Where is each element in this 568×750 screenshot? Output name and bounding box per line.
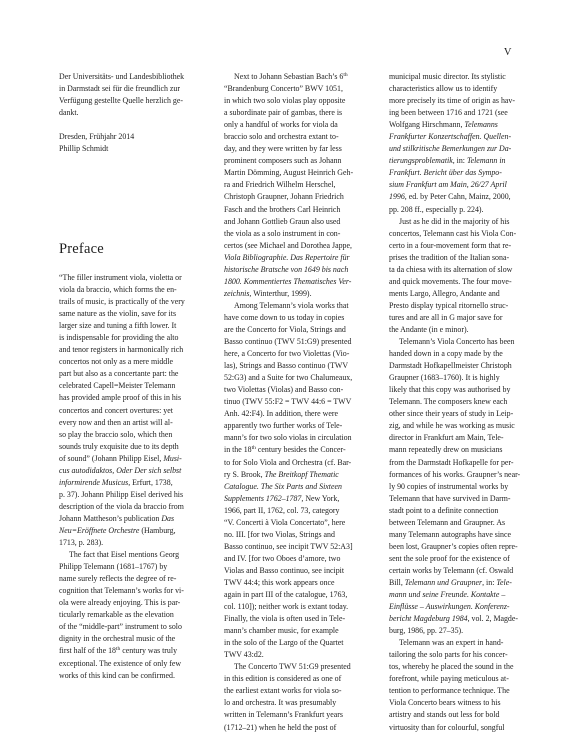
text-line: forefront, while paying meticulous at- xyxy=(389,674,509,684)
text-line: Presto display typical ritornello struc- xyxy=(389,300,509,310)
column-2 xyxy=(224,71,366,734)
text-line: so play the braccio solo, which then xyxy=(59,429,173,439)
text-line: and IV. [for two Oboes d’amore, two xyxy=(224,553,341,563)
text-line: certos (see Michael and Dorothea Jappe, xyxy=(224,240,352,250)
text-line: in Darmstadt sei für die freundlich zur xyxy=(59,84,180,94)
text-line: Telemann. The composers knew each xyxy=(389,397,508,407)
superscript: th xyxy=(343,72,348,78)
text-line: again in part III of the catalogue, 1763, xyxy=(224,590,348,600)
text-line: tailoring the solo parts for his concer- xyxy=(389,650,508,660)
italic-title: Frankfurter Konzertschaffen. Quellen- xyxy=(389,132,512,142)
text-line: Christoph Graupner, Johann Friedrich xyxy=(224,192,344,202)
text-fragment: , Erfurt, 1738, xyxy=(128,477,173,487)
preface-column-1 xyxy=(59,272,201,682)
italic-title: historische Bratsche von 1649 bis nach xyxy=(224,264,349,274)
text-line: 1966, part II, 1762, col. 73, category xyxy=(224,505,340,515)
italic-title: Neu=Eröffnete Orchestre xyxy=(59,525,140,535)
text-fragment: , vol. 2, Magde- xyxy=(467,614,519,624)
text-line: are the Concerto for Viola, Strings and xyxy=(224,324,346,334)
signature-block xyxy=(59,131,201,155)
text-line: in the solo of the Largo of the Quartet xyxy=(224,638,344,648)
text-line: TWV 43:d2. xyxy=(224,650,264,660)
text-line: every now and then an artist will al- xyxy=(59,417,173,427)
italic-title: sium Frankfurt am Main, 26/27 April xyxy=(389,180,507,190)
text-line: a subordinate pair of gambas, there is xyxy=(224,108,343,118)
page-number: V xyxy=(503,47,512,58)
text-line: no. III. [for two Violas, Strings and xyxy=(224,529,335,539)
text-line: ola were already enjoying. This is par- xyxy=(59,598,181,608)
text-line: p. 37). Johann Philipp Eisel derived his xyxy=(59,489,184,499)
text-line: mann repeatedly drew on musicians xyxy=(389,445,503,455)
text-line: Johann Mattheson’s publication xyxy=(59,513,162,523)
text-line: is indispensable for providing the alto xyxy=(59,333,179,343)
text-line: ly 90 copies of instrumental works by xyxy=(389,481,509,491)
italic-title: 1996 xyxy=(389,192,405,202)
text-line: Finally, the viola is often used in Tele- xyxy=(224,614,346,624)
italic-title: mann und seine Freunde. Kontakte – xyxy=(389,590,506,600)
text-line: and Johann Gottlieb Graun also used xyxy=(224,216,341,226)
text-line: in which two solo violas play opposite xyxy=(224,96,346,106)
text-line: apparently two further works of Tele- xyxy=(224,421,343,431)
text-fragment: , ed. by Peter Cahn, Mainz, 2000, xyxy=(404,192,511,202)
text-line: pp. 208 ff., especially p. 224). xyxy=(389,204,484,214)
text-line: the viola as a solo instrument in con- xyxy=(224,228,341,238)
italic-title: Das xyxy=(161,513,175,523)
text-line: stadt point to a definite connection xyxy=(389,505,499,515)
body-paragraph xyxy=(389,637,531,733)
text-line: likely that this copy was authorised by xyxy=(389,385,511,395)
text-line: dankt. xyxy=(59,108,79,118)
body-paragraph xyxy=(389,71,531,216)
italic-title: Frankfurt. Bericht über das Sympo- xyxy=(389,168,502,178)
text-line: tures and are all in G major save for xyxy=(389,312,503,322)
text-line: sent the sole proof for the existence of xyxy=(389,553,510,563)
text-fragment: century was truly xyxy=(120,646,178,656)
italic-title: Einflüsse – Auswirkungen. Konferenz- xyxy=(389,602,510,612)
text-line: Graupner (1683–1760). It is highly xyxy=(389,373,500,383)
text-line: mann’s chamber music, for example xyxy=(224,626,339,636)
text-line: celebrated Capell=Meister Telemann xyxy=(59,381,176,391)
text-line: name surely reflects the degree of re- xyxy=(59,574,177,584)
text-line: exceptional. The existence of only few xyxy=(59,658,182,668)
text-line: concertos, Telemann cast his Viola Con- xyxy=(389,228,517,238)
section-heading: Preface xyxy=(59,241,104,257)
text-line: viola da braccio, which forms the en- xyxy=(59,285,177,295)
italic-title: bericht Magdeburg 1984 xyxy=(389,614,468,624)
text-line: and tenor registers in harmonically rich xyxy=(59,345,184,355)
text-line: “Brandenburg Concerto” BWV 1051, xyxy=(224,84,343,94)
text-line: characteristics allow us to identify xyxy=(389,84,498,94)
body-paragraph xyxy=(224,300,366,661)
text-line: Der Universitäts- und Landesbibliothek xyxy=(59,72,185,81)
text-line: of sound” (Johann Philipp Eisel, xyxy=(59,453,164,463)
text-line: tention to performance technique. The xyxy=(389,686,510,696)
text-fragment: , New York, xyxy=(301,493,340,503)
text-fragment: century besides the Concer- xyxy=(255,445,346,455)
text-fragment: (Hamburg, xyxy=(139,525,176,535)
text-line: Martin Dömming, August Heinrich Geh- xyxy=(224,168,354,178)
text-fragment: ry S. Brook, xyxy=(224,469,265,479)
italic-title: Catalogue. The Six Parts and Sixteen xyxy=(224,481,342,491)
text-line: Just as he did in the majority of his xyxy=(399,216,510,226)
body-paragraph xyxy=(224,661,366,733)
text-line: Telemann was an expert in hand- xyxy=(399,638,504,648)
body-paragraph xyxy=(389,336,531,637)
italic-title: Supplements 1762–1787 xyxy=(224,493,302,503)
text-line: the Andante (in e minor). xyxy=(389,324,469,334)
italic-title: und stilkritische Bemerkungen zur Da- xyxy=(389,144,512,154)
text-line: tinuo (TWV 55:F2 = TWV 44:6 = TWV xyxy=(224,397,352,407)
text-line: prises the tradition of the Italian sona- xyxy=(389,252,510,262)
text-line: las), Strings and Basso continuo (TWV xyxy=(224,361,349,371)
text-fragment: Bill, xyxy=(389,577,405,587)
text-line: 1713, p. 283). xyxy=(59,538,104,548)
text-line: cognition that Telemann’s works for vi- xyxy=(59,586,184,596)
quote-paragraph xyxy=(59,272,201,549)
text-line: trails of music, is practically of the very xyxy=(59,297,185,307)
text-line: “V. Concerti à Viola Concertato”, here xyxy=(224,517,346,527)
text-line: of the “middle-part” instrument to solo xyxy=(59,622,182,632)
text-fragment: , Winterthur, 1999). xyxy=(249,288,312,298)
text-line: Wolfgang Hirschmann, xyxy=(389,120,465,130)
text-line: the earliest extant works for viola so- xyxy=(224,686,342,696)
text-fragment: Next to Johann Sebastian Bach’s 6 xyxy=(234,72,344,81)
text-line: ra and Friedrich Wilhelm Herschel, xyxy=(224,180,336,190)
column-1 xyxy=(59,71,201,155)
text-line: been lost, Graupner’s copies often repre- xyxy=(389,541,518,551)
text-line: zig, and while he was working as music xyxy=(389,421,515,431)
text-fragment: first half of the 18 xyxy=(59,646,116,656)
text-line: ments Largo, Allegro, Andante and xyxy=(389,288,500,298)
body-paragraph xyxy=(389,216,531,336)
text-line: works of this kind can be confirmed. xyxy=(59,670,175,680)
italic-title: Telemann und Graupner xyxy=(404,577,483,587)
text-line: Verfügung gestellte Quelle herzlich ge- xyxy=(59,96,184,106)
text-line: “The filler instrument viola, violetta or xyxy=(59,273,182,282)
text-line: The fact that Eisel mentions Georg xyxy=(69,550,180,560)
text-line: Anh. 42:F4). In addition, there were xyxy=(224,409,338,419)
text-line: and quick movements. The four move- xyxy=(389,276,512,286)
text-line: formances of his works. Graupner’s near- xyxy=(389,469,521,479)
italic-title: tierungsproblematik xyxy=(389,156,453,166)
text-line: part but also as a concertante part: the xyxy=(59,369,179,379)
text-line: sounds truly exquisite due to its depth xyxy=(59,441,179,451)
body-paragraph xyxy=(224,71,366,300)
text-line: here, a Concerto for two Violettas (Vio- xyxy=(224,349,350,359)
text-line: handed down in a copy made by the xyxy=(389,349,503,359)
column-3 xyxy=(389,71,531,734)
text-line: Viola Concerto bears witness to his xyxy=(389,698,501,708)
text-line: same nature as the violin, save for its xyxy=(59,309,177,319)
italic-title: 1800. Kommentiertes Thematisches Ver- xyxy=(224,276,352,286)
text-line: Fasch and the brothers Carl Heinrich xyxy=(224,204,341,214)
text-line: mann’s for two solo violas in circulation xyxy=(224,433,352,443)
italic-title: Tele- xyxy=(496,577,512,587)
italic-title: Telemann in xyxy=(466,156,506,166)
text-line: certain works by Telemann (cf. Oswald xyxy=(389,565,514,575)
text-line: ing been between 1716 and 1721 (see xyxy=(389,108,508,118)
text-line: Darmstadt Hofkapellmeister Christoph xyxy=(389,361,512,371)
text-line: larger size and tuning a fifth lower. It xyxy=(59,321,177,331)
place-date: Dresden, Frühjahr 2014 xyxy=(59,132,135,142)
text-line: Among Telemann’s viola works that xyxy=(234,300,349,310)
acknowledgement-paragraph xyxy=(59,71,201,119)
italic-title: The Breitkopf Thematic xyxy=(264,469,339,479)
text-line: between Telemann and Graupner. As xyxy=(389,517,506,527)
text-line: director in Frankfurt am Main, Tele- xyxy=(389,433,504,443)
author-name: Phillip Schmidt xyxy=(59,144,109,154)
text-line: from the Darmstadt Hofkapelle for per- xyxy=(389,457,514,467)
text-line: two Violettas (Violas) and Basso con- xyxy=(224,385,344,395)
italic-title: Musi- xyxy=(163,453,182,463)
text-line: The Concerto TWV 51:G9 presented xyxy=(234,662,351,672)
italic-title: informirende Musicus xyxy=(59,477,129,487)
text-line: tos, whereby he placed the sound in the xyxy=(389,662,514,672)
text-fragment: in the 18 xyxy=(224,445,252,455)
text-line: more precisely its time of origin as hav- xyxy=(389,96,515,106)
text-line: (1712–21) when he held the post of xyxy=(224,722,337,732)
superscript: th xyxy=(115,646,121,653)
text-line: written in Telemann’s Frankfurt years xyxy=(224,710,343,720)
text-line: in this edition is considered as one of xyxy=(224,674,342,684)
superscript: th xyxy=(251,445,256,452)
text-fragment: , in: xyxy=(482,577,497,587)
text-line: col. 110]); neither work is extant today. xyxy=(224,602,349,612)
text-line: concertos not only as a mere middle xyxy=(59,357,173,367)
text-line: virtuosity than for colourful, songful xyxy=(389,722,505,732)
text-line: Telemann that have survived in Darm- xyxy=(389,493,511,503)
text-line: Telemann’s Viola Concerto has been xyxy=(399,337,515,347)
text-line: certo in a four-movement form that re- xyxy=(389,240,512,250)
italic-title: zeichnis xyxy=(224,288,250,298)
text-line: lo and orchestra. It was presumably xyxy=(224,698,337,708)
text-line: description of the viola da braccio from xyxy=(59,501,184,511)
text-line: Philipp Telemann (1681–1767) by xyxy=(59,562,168,572)
text-line: prominent composers such as Johann xyxy=(224,156,342,166)
text-line: Basso continuo, see incipit TWV 52:A3] xyxy=(224,541,353,551)
italic-title: Telemanns xyxy=(464,120,498,130)
italic-title: Viola Bibliographie. Das Repertoire für xyxy=(224,252,350,262)
text-line: only a handful of works for viola da xyxy=(224,120,338,130)
text-line: many Telemann autographs have since xyxy=(389,529,512,539)
text-line: day, and they were written by far less xyxy=(224,144,342,154)
text-line: 52:G3) and a Suite for two Chalumeaux, xyxy=(224,373,353,383)
text-line: to for Solo Viola and Orchestra (cf. Bar- xyxy=(224,457,352,467)
italic-title: cus autodidaktos, Oder Der sich selbst xyxy=(59,465,182,475)
text-line: Violas and Basso continuo, see incipit xyxy=(224,565,345,575)
text-line: Basso continuo (TWV 51:G9) presented xyxy=(224,337,352,347)
text-line: artistry and stands out less for bold xyxy=(389,710,500,720)
text-line: other since their years of study in Leip- xyxy=(389,409,514,419)
text-fragment: , in: xyxy=(452,156,467,166)
text-line: ta da chiesa with its alternation of slow xyxy=(389,264,513,274)
text-line: has provided ample proof of this in his xyxy=(59,393,182,403)
text-line: concertos and concert overtures: yet xyxy=(59,405,173,415)
text-line: dignity in the orchestral music of the xyxy=(59,634,176,644)
text-line: municipal music director. Its stylistic xyxy=(389,72,506,81)
text-line: burg, 1986, pp. 27–35). xyxy=(389,626,464,636)
text-line: ticularly remarkable as the elevation xyxy=(59,610,174,620)
text-line: braccio solo and orchestra extant to- xyxy=(224,132,339,142)
text-line: have come down to us today in copies xyxy=(224,312,345,322)
text-line: TWV 44:4; this work appears once xyxy=(224,577,335,587)
body-paragraph xyxy=(59,549,201,682)
